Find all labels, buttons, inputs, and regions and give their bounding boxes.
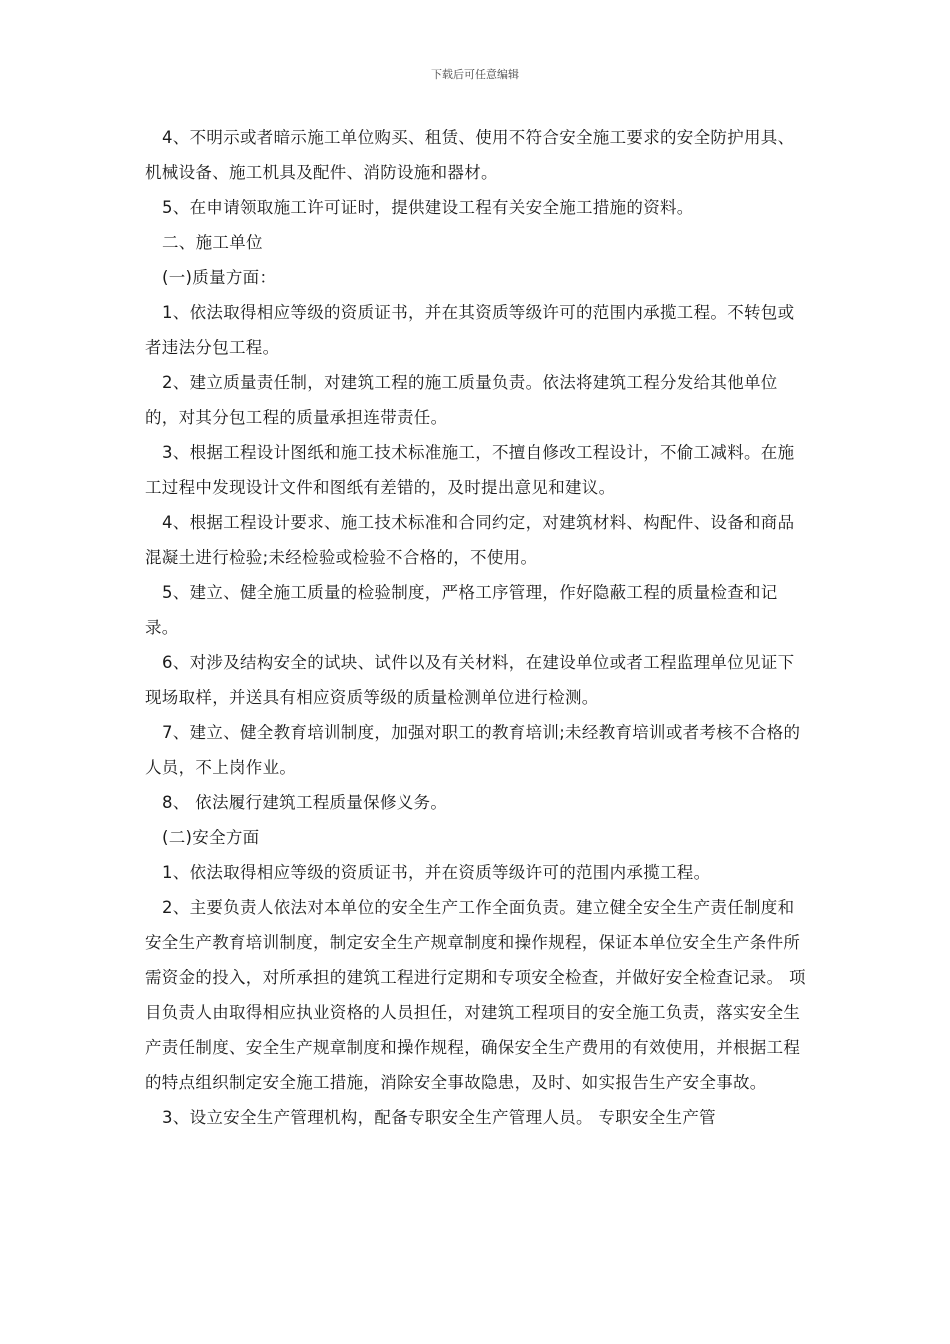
document-body (145, 120, 810, 1135)
subsection-heading: (二)安全方面 (162, 828, 260, 847)
paragraph: 6、对涉及结构安全的试块、试件以及有关材料，在建设单位或者工程监理单位见证下现场取样，并送具有相应资质等级的质量检测单位进行检测。 (145, 653, 795, 707)
paragraph: 8、 依法履行建筑工程质量保修义务。 (162, 793, 448, 812)
section-heading: 二、施工单位 (162, 233, 263, 252)
paragraph: 2、主要负责人依法对本单位的安全生产工作全面负责。建立健全安全生产责任制度和安全生产教育培训制度，制定安全生产规章制度和操作规程，保证本单位安全生产条件所需资金的投入，对所承担的建筑工程进行定期和专项安全检查，并做好安全检查记录。 项目负责人由取得相应执业资格的人员担任，对建筑工程项目的安全施工负责，落实安全生产责任制度、安全生产规章制度和操作规程，确保安全生产费用的有效使用，并根据工程的特点组织制定安全施工措施，消除安全事故隐患，及时、如实报告生产安全事故。 (145, 898, 806, 1092)
paragraph: 5、建立、健全施工质量的检验制度，严格工序管理，作好隐蔽工程的质量检查和记录。 (145, 583, 778, 637)
page-header: 下载后可任意编辑 (431, 68, 519, 81)
paragraph: 5、在申请领取施工许可证时，提供建设工程有关安全施工措施的资料。 (162, 198, 694, 217)
paragraph: 2、建立质量责任制，对建筑工程的施工质量负责。依法将建筑工程分发给其他单位的，对其分包工程的质量承担连带责任。 (145, 373, 778, 427)
paragraph: 4、根据工程设计要求、施工技术标准和合同约定，对建筑材料、构配件、设备和商品混凝土进行检验;未经检验或检验不合格的，不使用。 (145, 513, 795, 567)
paragraph: 3、设立安全生产管理机构，配备专职安全生产管理人员。 专职安全生产管 (162, 1108, 716, 1127)
paragraph: 1、依法取得相应等级的资质证书，并在其资质等级许可的范围内承揽工程。不转包或者违法分包工程。 (145, 303, 795, 357)
paragraph: 1、依法取得相应等级的资质证书，并在资质等级许可的范围内承揽工程。 (162, 863, 711, 882)
paragraph: 4、不明示或者暗示施工单位购买、租赁、使用不符合安全施工要求的安全防护用具、机械设备、施工机具及配件、消防设施和器材。 (145, 128, 795, 182)
paragraph: 3、根据工程设计图纸和施工技术标准施工，不擅自修改工程设计，不偷工减料。在施工过程中发现设计文件和图纸有差错的，及时提出意见和建议。 (145, 443, 795, 497)
subsection-heading: (一)质量方面： (162, 268, 277, 287)
paragraph: 7、建立、健全教育培训制度，加强对职工的教育培训;未经教育培训或者考核不合格的人员，不上岗作业。 (145, 723, 801, 777)
